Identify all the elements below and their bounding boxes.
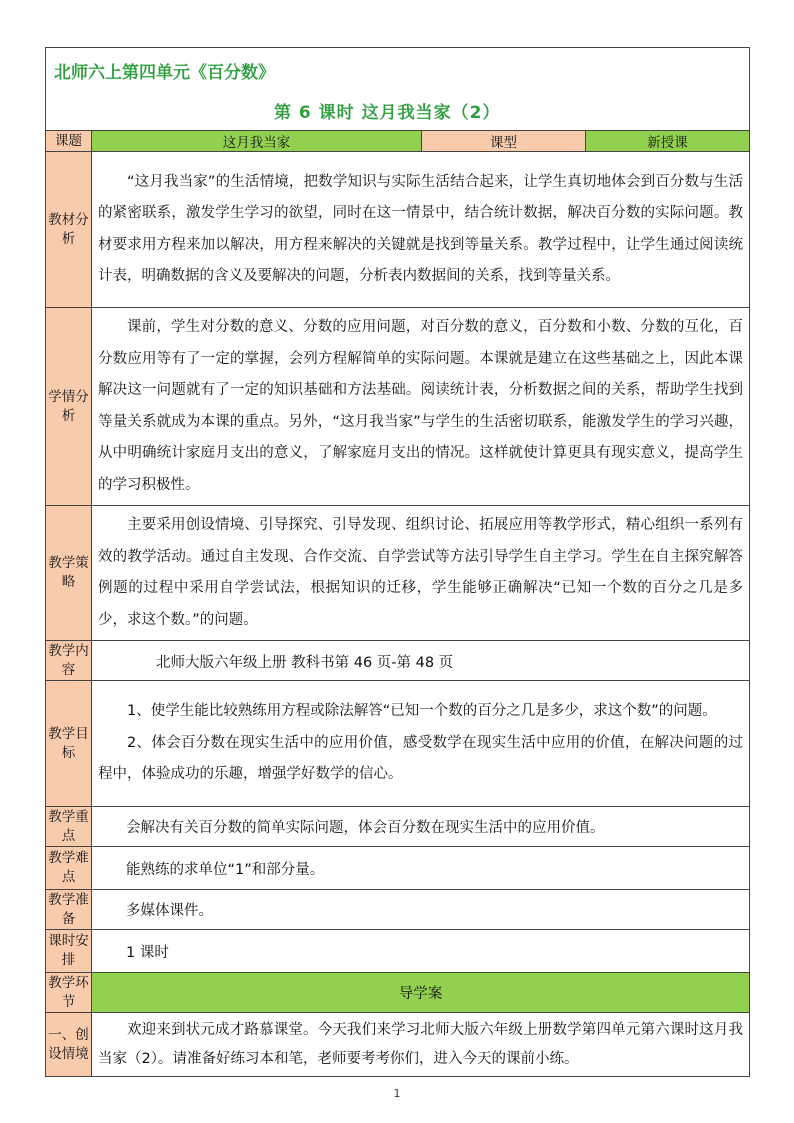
chuangshe-label-text: 一、创设情境: [48, 1026, 89, 1062]
chuangshe-content: [92, 1013, 750, 1077]
mubiao-content: [92, 681, 750, 807]
zhunbei-label-text: 教学准备: [48, 891, 89, 927]
mubiao-text-2: 2、体会百分数在现实生活中的应用价值，感受数学在现实生活中应用的价值，在解决问题的过程中，体验成功的乐趣，增强学好数学的信心。: [98, 734, 743, 783]
nandian-label: [46, 847, 92, 890]
jiaocai-label: [46, 152, 92, 308]
row-huanjie: [46, 973, 750, 1013]
neirong-text: 北师大版六年级上册 教科书第 46 页-第 48 页: [92, 641, 750, 681]
neirong-label: [46, 641, 92, 681]
celue-label-text: 教学策略: [48, 555, 89, 590]
row-celue: [46, 506, 750, 641]
row-zhongdian: [46, 807, 750, 847]
course-value: 这月我当家: [92, 131, 422, 152]
row-anpai: [46, 930, 750, 973]
row-nandian: [46, 847, 750, 890]
huanjie-label-text: 教学环节: [48, 974, 89, 1010]
row-xueqing: [46, 308, 750, 506]
title-cell: [46, 48, 750, 131]
neirong-label-text: 教学内容: [48, 642, 89, 678]
chuangshe-text: 欢迎来到状元成才路慕课堂。今天我们来学习北师大版六年级上册数学第四单元第六课时这月我当家（2）。请准备好练习本和笔，老师要考考你们，进入今天的课前小练。: [98, 1021, 743, 1067]
row-zhunbei: [46, 890, 750, 930]
lesson-plan-page: [45, 47, 749, 1077]
mubiao-label-text: 教学目标: [48, 725, 89, 761]
info-row: [46, 131, 750, 152]
row-mubiao: [46, 681, 750, 807]
page-number: 1: [393, 1087, 401, 1100]
title-row: [46, 48, 750, 131]
nandian-label-text: 教学难点: [48, 850, 89, 885]
anpai-label: [46, 930, 92, 973]
lesson-plan-table: [45, 47, 750, 1077]
type-label: 课型: [422, 131, 586, 152]
huanjie-text: 导学案: [92, 973, 750, 1013]
zhunbei-text: 多媒体课件。: [92, 890, 750, 930]
anpai-text: 1 课时: [92, 930, 750, 973]
xueqing-text: 课前，学生对分数的意义、分数的应用问题，对百分数的意义，百分数和小数、分数的互化，百分数应用等有了一定的掌握，会列方程解简单的实际问题。本课就是建立在这些基础之上，因此本课解决这一问题就有了一定的知识基础和方法基础。阅读统计表，分析数据之间的关系，帮助学生找到等量关系就成为本课的重点。另外，“这月我当家”与学生的生活密切联系，能激发学生的学习兴趣，从中明确统计家庭月支出的意义，了解家庭月支出的情况。这样就使计算更具有现实意义，提高学生的学习积极性。: [98, 319, 743, 493]
type-value: 新授课: [586, 131, 750, 152]
chuangshe-label: [46, 1013, 92, 1077]
jiaocai-label-text: 教材分析: [48, 211, 89, 247]
huanjie-label: [46, 973, 92, 1013]
jiaocai-text: “这月我当家”的生活情境，把数学知识与实际生活结合起来，让学生真切地体会到百分数与生活的紧密联系，激发学生学习的欲望，同时在这一情景中，结合统计数据，解决百分数的实际问题。教材要求用方程来加以解决，用方程来解决的关键就是找到等量关系。教学过程中，让学生通过阅读统计表，明确数据的含义及要解决的问题，分析表内数据间的关系，找到等量关系。: [98, 173, 743, 284]
celue-text: 主要采用创设情境、引导探究、引导发现、组织讨论、拓展应用等教学形式，精心组织一系列有效的教学活动。通过自主发现、合作交流、自学尝试等方法引导学生自主学习。学生在自主探究解答例题的过程中采用自学尝试法，根据知识的迁移，学生能够正确解决“已知一个数的百分之几是多少，求这个数。”的问题。: [98, 517, 743, 628]
course-label: 课题: [46, 131, 92, 152]
mubiao-label: [46, 681, 92, 807]
nandian-text: 能熟练的求单位“1”和部分量。: [92, 847, 750, 890]
row-neirong: [46, 641, 750, 681]
unit-title: 北师六上第四单元《百分数》: [54, 63, 275, 83]
jiaocai-content: [92, 152, 750, 308]
xueqing-label-text: 学情分析: [48, 388, 89, 424]
zhongdian-text: 会解决有关百分数的简单实际问题，体会百分数在现实生活中的应用价值。: [92, 807, 750, 847]
mubiao-text-1: 1、使学生能比较熟练用方程或除法解答“已知一个数的百分之几是多少，求这个数”的问题。: [127, 703, 717, 720]
xueqing-label: [46, 308, 92, 506]
row-jiaocai: [46, 152, 750, 308]
xueqing-content: [92, 308, 750, 506]
zhunbei-label: [46, 890, 92, 930]
lesson-title: 第 6 课时 这月我当家（2）: [274, 103, 501, 123]
celue-label: [46, 506, 92, 641]
celue-content: [92, 506, 750, 641]
zhongdian-label-text: 教学重点: [48, 808, 89, 844]
anpai-label-text: 课时安排: [48, 933, 89, 968]
row-chuangshe: [46, 1013, 750, 1077]
zhongdian-label: [46, 807, 92, 847]
